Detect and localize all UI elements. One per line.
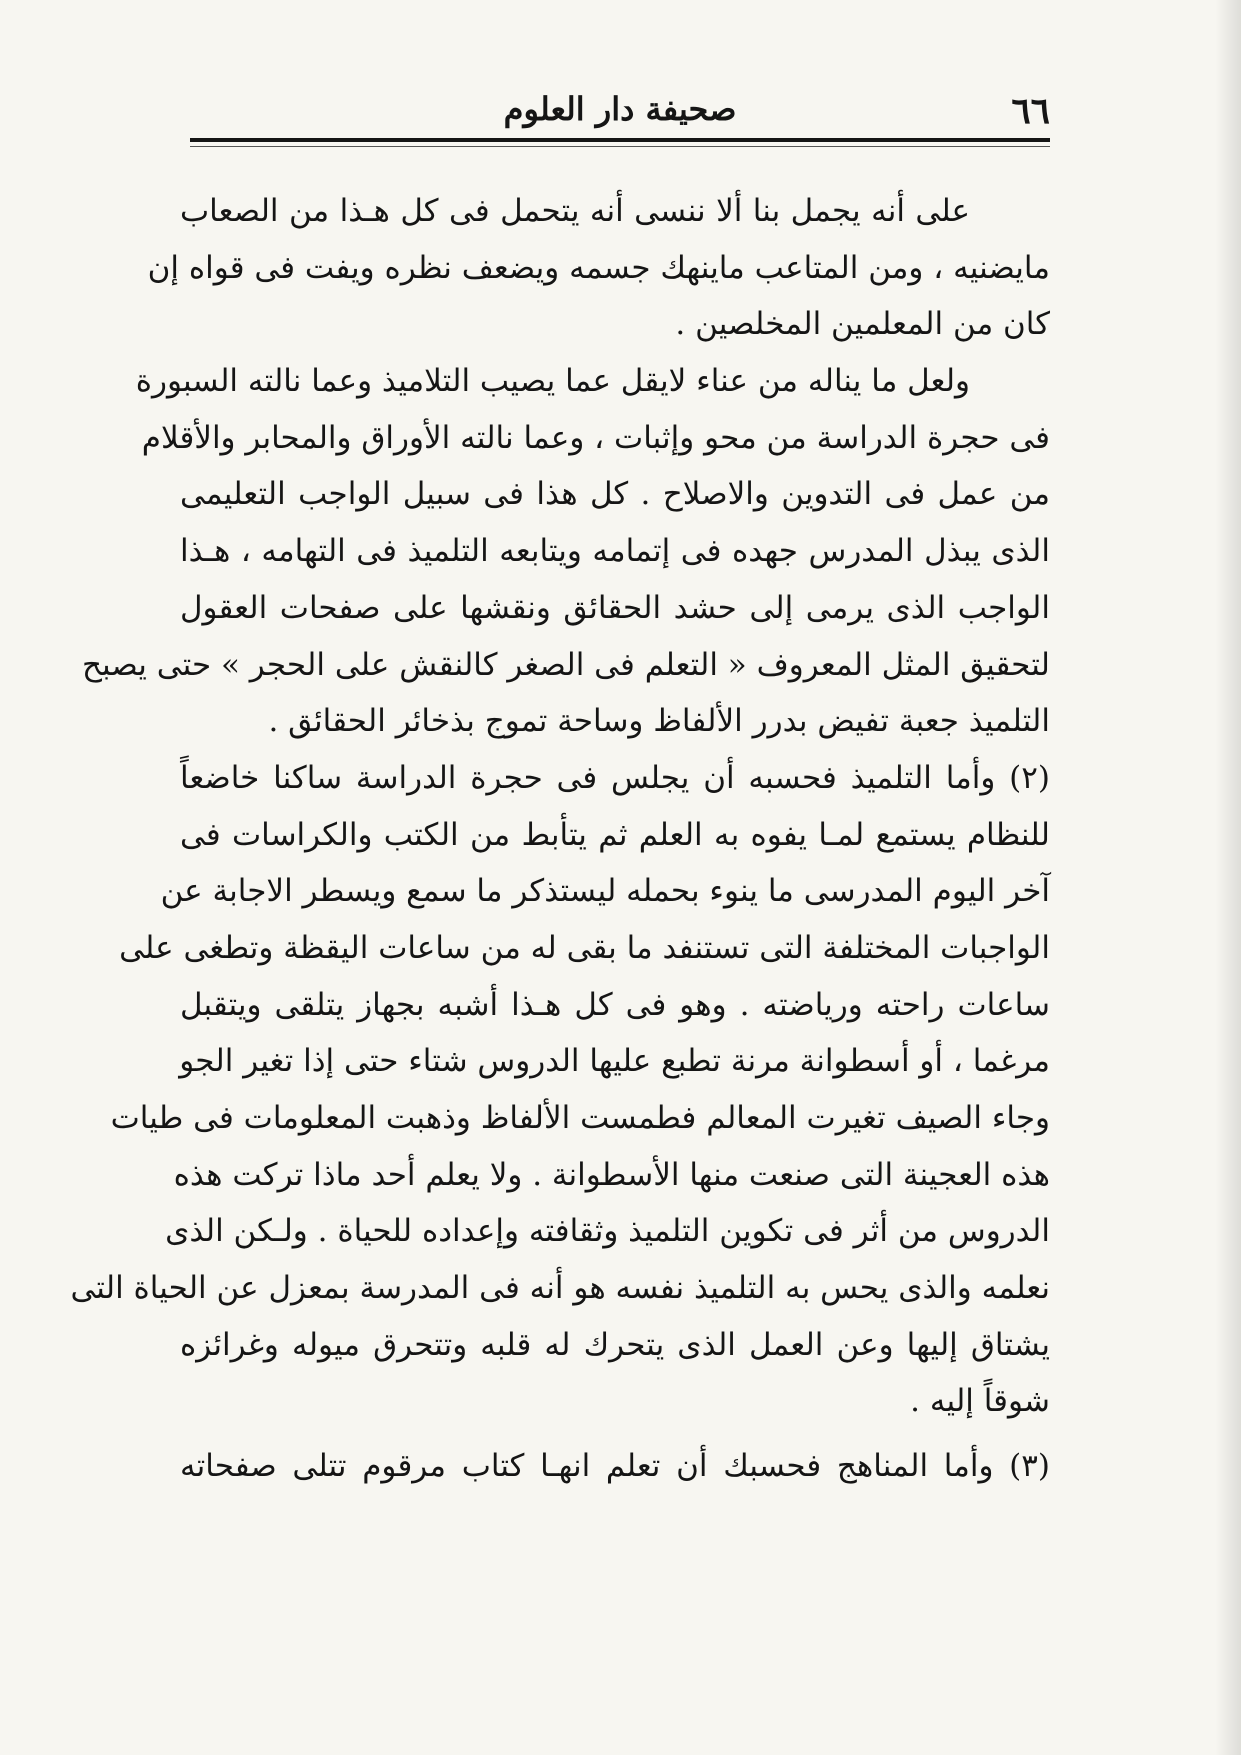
header-rule-thin (190, 146, 1050, 147)
text-line: نعلمه والذى يحس به التلميذ نفسه هو أنه فى المدرسة بمعزل عن الحياة التى (70, 1270, 1050, 1307)
text-line: كان من المعلمين المخلصين . (675, 306, 1050, 343)
text-line: مرغما ، أو أسطوانة مرنة تطبع عليها الدروس شتاء حتى إذا تغير الجو (179, 1043, 1050, 1080)
text-line: لتحقيق المثل المعروف « التعلم فى الصغر كالنقش على الحجر » حتى يصبح (82, 646, 1050, 683)
page-number: ٦٦ (1011, 90, 1050, 132)
text-line: للنظام يستمع لمـا يفوه به العلم ثم يتأبط من الكتب والكراسات فى (180, 816, 1050, 853)
text-line: الواجبات المختلفة التى تستنفد ما بقى له من ساعات اليقظة وتطغى على (119, 929, 1050, 966)
page-edge-shadow (1215, 0, 1241, 1755)
text-line: فى حجرة الدراسة من محو وإثبات ، وعما نالته الأوراق والمحابر والأقلام (141, 419, 1050, 456)
text-line: هذه العجينة التى صنعت منها الأسطوانة . ولا يعلم أحد ماذا تركت هذه (173, 1156, 1050, 1193)
text-line: شوقاً إليه . (910, 1383, 1050, 1420)
journal-title: صحيفة دار العلوم (503, 90, 737, 128)
text-line: الذى يبذل المدرس جهده فى إتمامه ويتابعه التلميذ فى التهامه ، هـذا (180, 533, 1050, 570)
text-line: من عمل فى التدوين والاصلاح . كل هذا فى سبيل الواجب التعليمى (180, 476, 1050, 513)
text-line: ساعات راحته ورياضته . وهو فى كل هـذا أشبه بجهاز يتلقى ويتقبل (180, 986, 1050, 1023)
text-line: (٣) وأما المناهج فحسبك أن تعلم انهـا كتاب مرقوم تتلى صفحاته (180, 1448, 1050, 1485)
text-line: وجاء الصيف تغيرت المعالم فطمست الألفاظ وذهبت المعلومات فى طيات (110, 1100, 1050, 1136)
text-line: (٢) وأما التلميذ فحسبه أن يجلس فى حجرة الدراسة ساكنا خاضعاً (180, 759, 1050, 796)
body-text (70, 183, 1050, 1495)
text-line: الواجب الذى يرمى إلى حشد الحقائق ونقشها على صفحات العقول (180, 589, 1050, 626)
text-line: التلميذ جعبة تفيض بدرر الألفاظ وساحة تموج بذخائر الحقائق . (268, 703, 1050, 740)
text-line: ولعل ما يناله من عناء لايقل عما يصيب التلاميذ وعما نالته السبورة (135, 363, 970, 400)
text-line: يشتاق إليها وعن العمل الذى يتحرك له قلبه وتتحرق ميوله وغرائزه (180, 1326, 1050, 1363)
text-line: الدروس من أثر فى تكوين التلميذ وثقافته وإعداده للحياة . ولـكن الذى (165, 1213, 1050, 1250)
text-line: آخر اليوم المدرسى ما ينوء بحمله ليستذكر ما سمع ويسطر الاجابة عن (160, 873, 1050, 910)
text-line: مايضنيه ، ومن المتاعب ماينهك جسمه ويضعف نظره ويفت فى قواه إن (147, 249, 1050, 286)
header-rule-thick (190, 138, 1050, 142)
text-line: على أنه يجمل بنا ألا ننسى أنه يتحمل فى كل هـذا من الصعاب (180, 193, 970, 229)
